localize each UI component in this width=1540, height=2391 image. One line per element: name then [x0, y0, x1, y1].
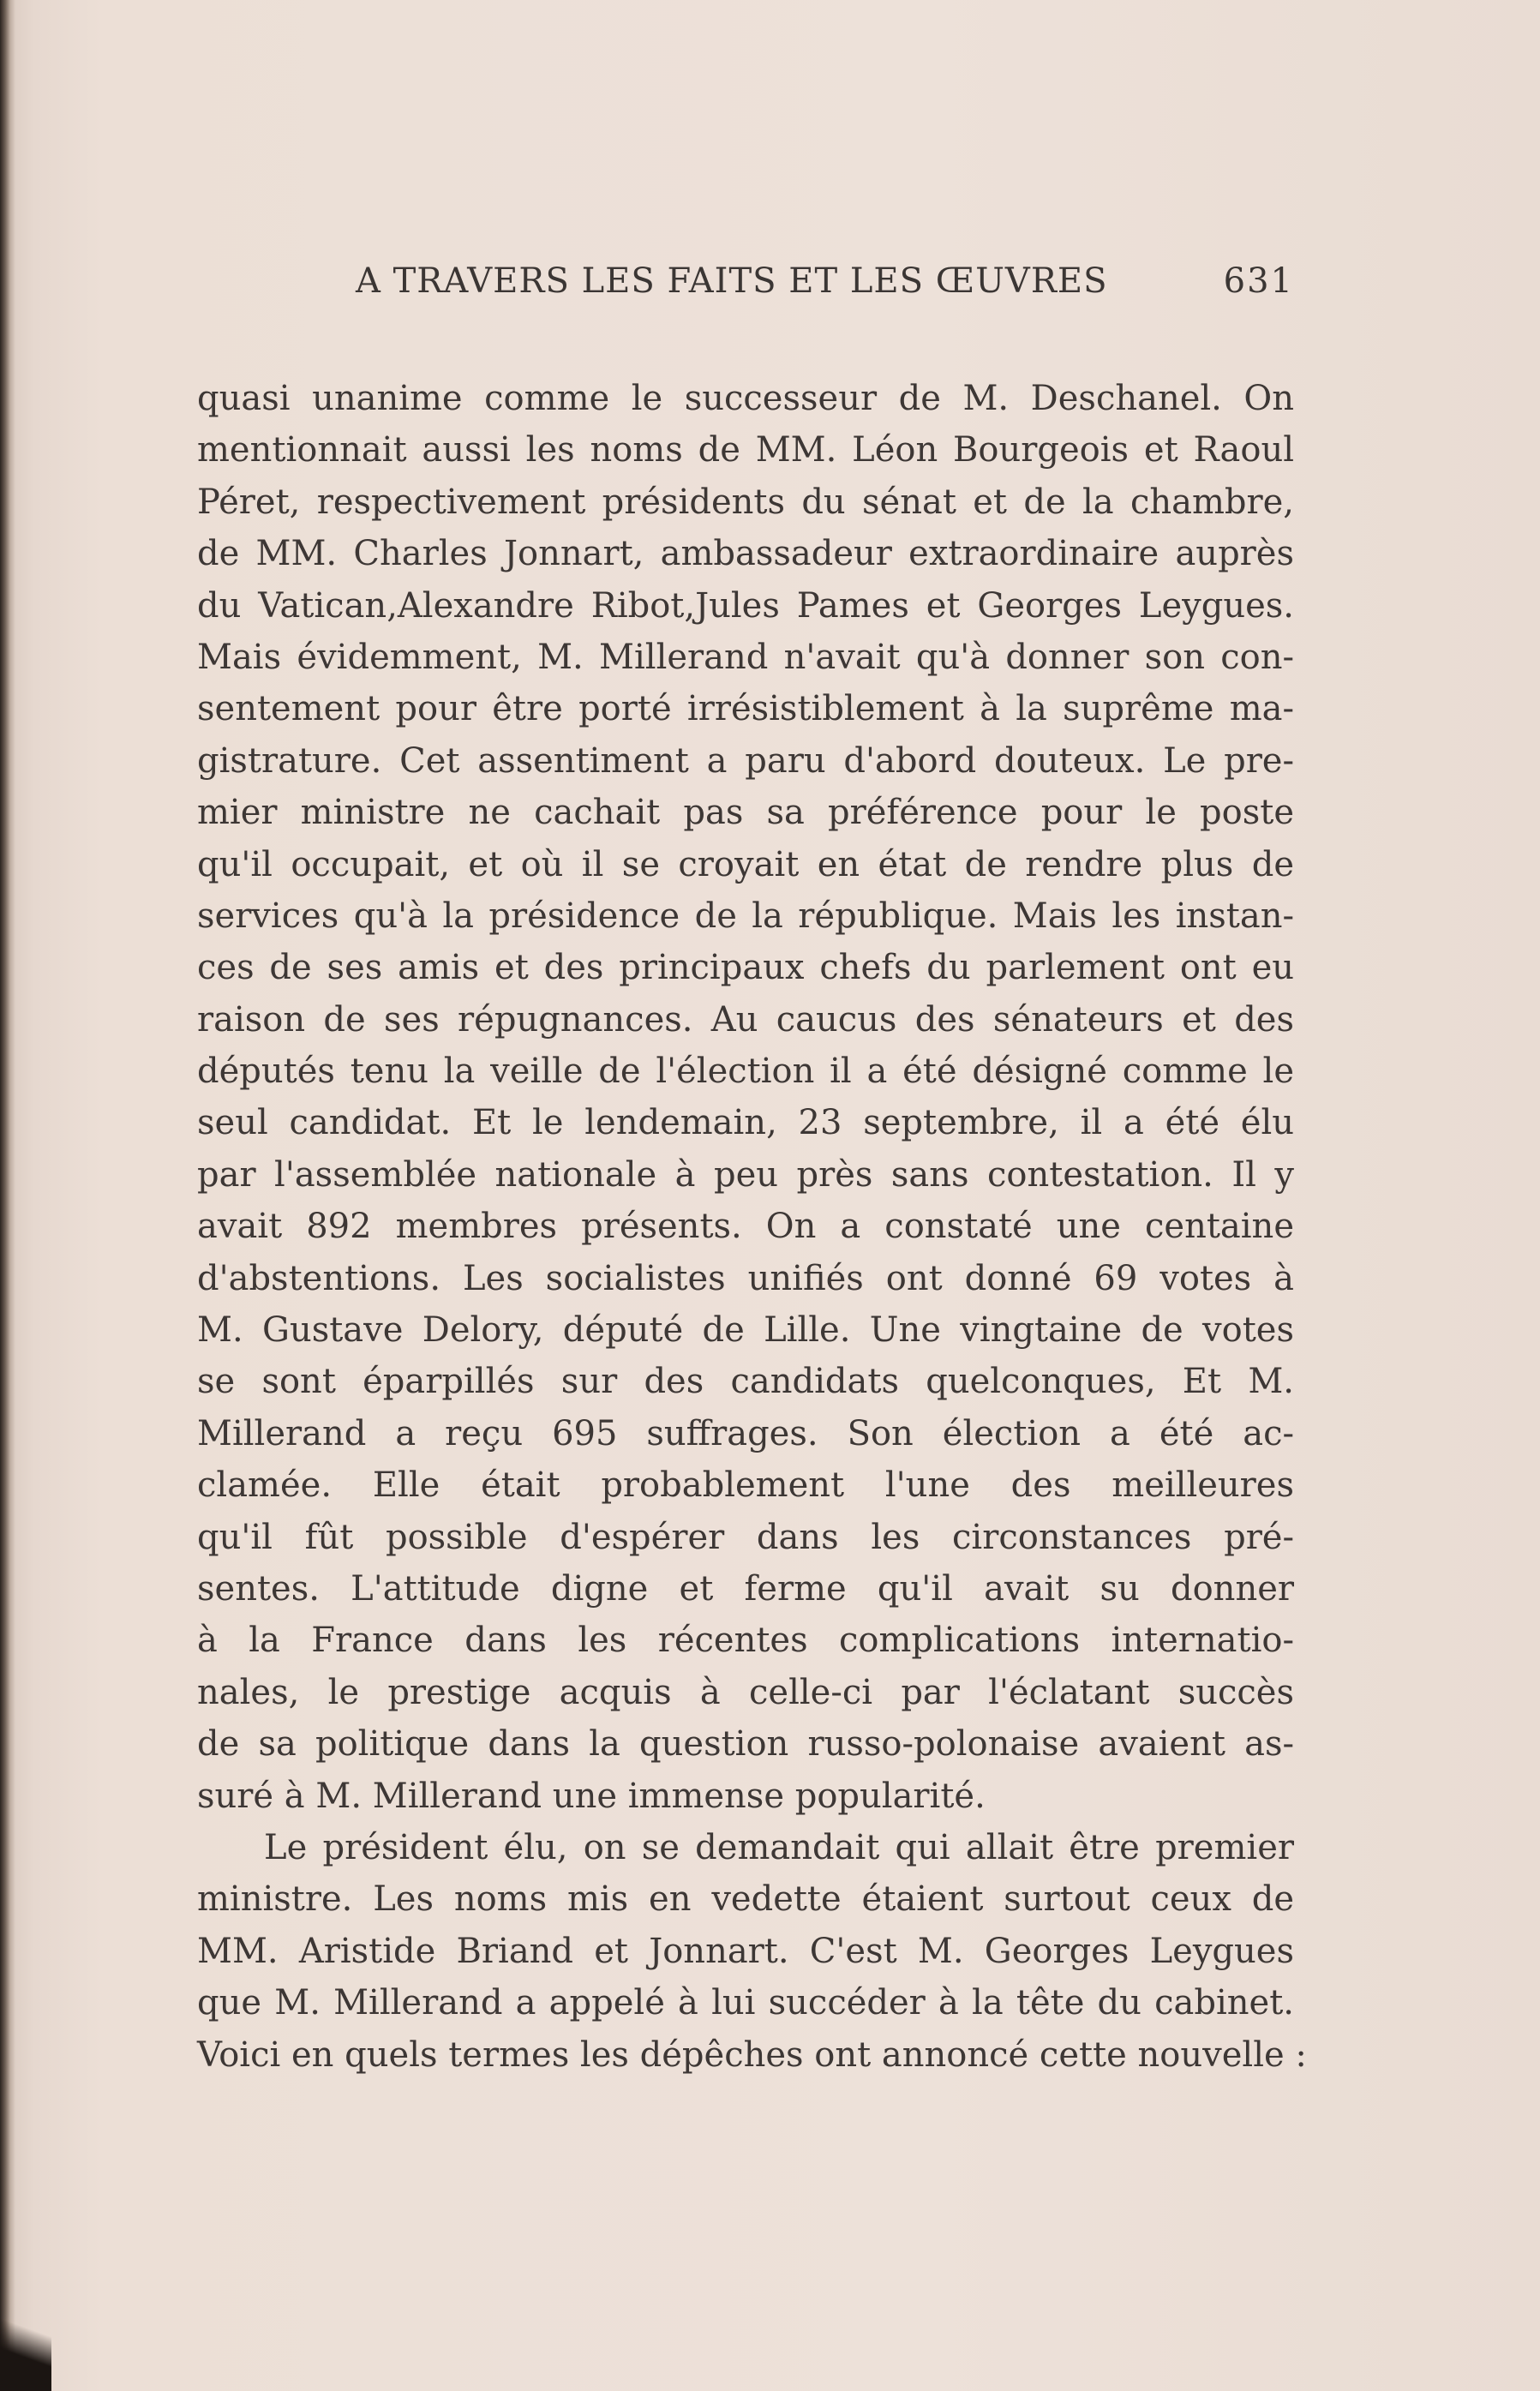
- text-line: sentes. L'attitude digne et ferme qu'il avait su donner: [197, 1568, 1294, 1609]
- body-text: [197, 373, 1307, 2081]
- running-head: [356, 261, 1294, 301]
- text-line: ces de ses amis et des principaux chefs du parlement ont eu: [197, 948, 1294, 988]
- paragraph-end-line: suré à M. Millerand une immense popularité.: [197, 1776, 986, 1816]
- running-head-title: A TRAVERS LES FAITS ET LES ŒUVRES: [356, 261, 1108, 301]
- text-line: M. Gustave Delory, député de Lille. Une vingtaine de votes: [197, 1310, 1294, 1351]
- text-line: MM. Aristide Briand et Jonnart. C'est M. Georges Leygues: [197, 1931, 1294, 1971]
- text-line: ministre. Les noms mis en vedette étaient surtout ceux de: [197, 1879, 1294, 1920]
- paragraph-start-line: Le président élu, on se demandait qui allait être premier: [264, 1827, 1294, 1867]
- page-number: 631: [1223, 261, 1294, 301]
- binding-corner-shadow: [0, 2288, 51, 2391]
- text-line: que M. Millerand a appelé à lui succéder à la tête du cabinet.: [197, 1983, 1294, 2023]
- binding-edge: [0, 0, 15, 2391]
- text-line: quasi unanime comme le successeur de M. Deschanel. On: [197, 379, 1294, 418]
- text-line: Péret, respectivement présidents du sénat et de la chambre,: [197, 482, 1294, 522]
- text-line: Voici en quels termes les dépêches ont annoncé cette nouvelle :: [197, 2034, 1307, 2075]
- text-line: de MM. Charles Jonnart, ambassadeur extraordinaire auprès: [197, 534, 1294, 574]
- text-line: qu'il fût possible d'espérer dans les circonstances pré-: [197, 1517, 1294, 1557]
- text-line: avait 892 membres présents. On a constaté une centaine: [197, 1207, 1294, 1247]
- text-line: qu'il occupait, et où il se croyait en état de rendre plus de: [197, 844, 1294, 884]
- text-line: raison de ses répugnances. Au caucus des sénateurs et des: [197, 999, 1294, 1040]
- text-line: d'abstentions. Les socialistes unifiés ont donné 69 votes à: [197, 1258, 1294, 1298]
- text-line: gistrature. Cet assentiment a paru d'abord douteux. Le pre-: [197, 740, 1294, 781]
- text-line: seul candidat. Et le lendemain, 23 septembre, il a été élu: [197, 1103, 1294, 1143]
- text-line: Millerand a reçu 695 suffrages. Son élection a été ac-: [197, 1413, 1294, 1453]
- text-line: sentement pour être porté irrésistiblement à la suprême ma-: [197, 689, 1294, 729]
- text-line: se sont éparpillés sur des candidats quelconques, Et M.: [197, 1362, 1294, 1402]
- text-line: députés tenu la veille de l'élection il a été désigné comme le: [197, 1052, 1294, 1092]
- text-line: nales, le prestige acquis à celle-ci par l'éclatant succès: [197, 1672, 1294, 1712]
- text-line: Mais évidemment, M. Millerand n'avait qu'à donner son con-: [197, 637, 1294, 677]
- text-line: mier ministre ne cachait pas sa préférence pour le poste: [197, 793, 1294, 833]
- text-line: clamée. Elle était probablement l'une des meilleures: [197, 1465, 1294, 1506]
- text-line: à la France dans les récentes complications internatio-: [197, 1621, 1294, 1661]
- text-line: de sa politique dans la question russo-polonaise avaient as-: [197, 1724, 1294, 1765]
- text-line: mentionnait aussi les noms de MM. Léon Bourgeois et Raoul: [197, 430, 1294, 470]
- text-line: par l'assemblée nationale à peu près sans contestation. Il y: [197, 1154, 1294, 1195]
- text-line: du Vatican,Alexandre Ribot,Jules Pames et Georges Leygues.: [197, 585, 1294, 626]
- text-line: services qu'à la présidence de la république. Mais les instan-: [197, 896, 1294, 936]
